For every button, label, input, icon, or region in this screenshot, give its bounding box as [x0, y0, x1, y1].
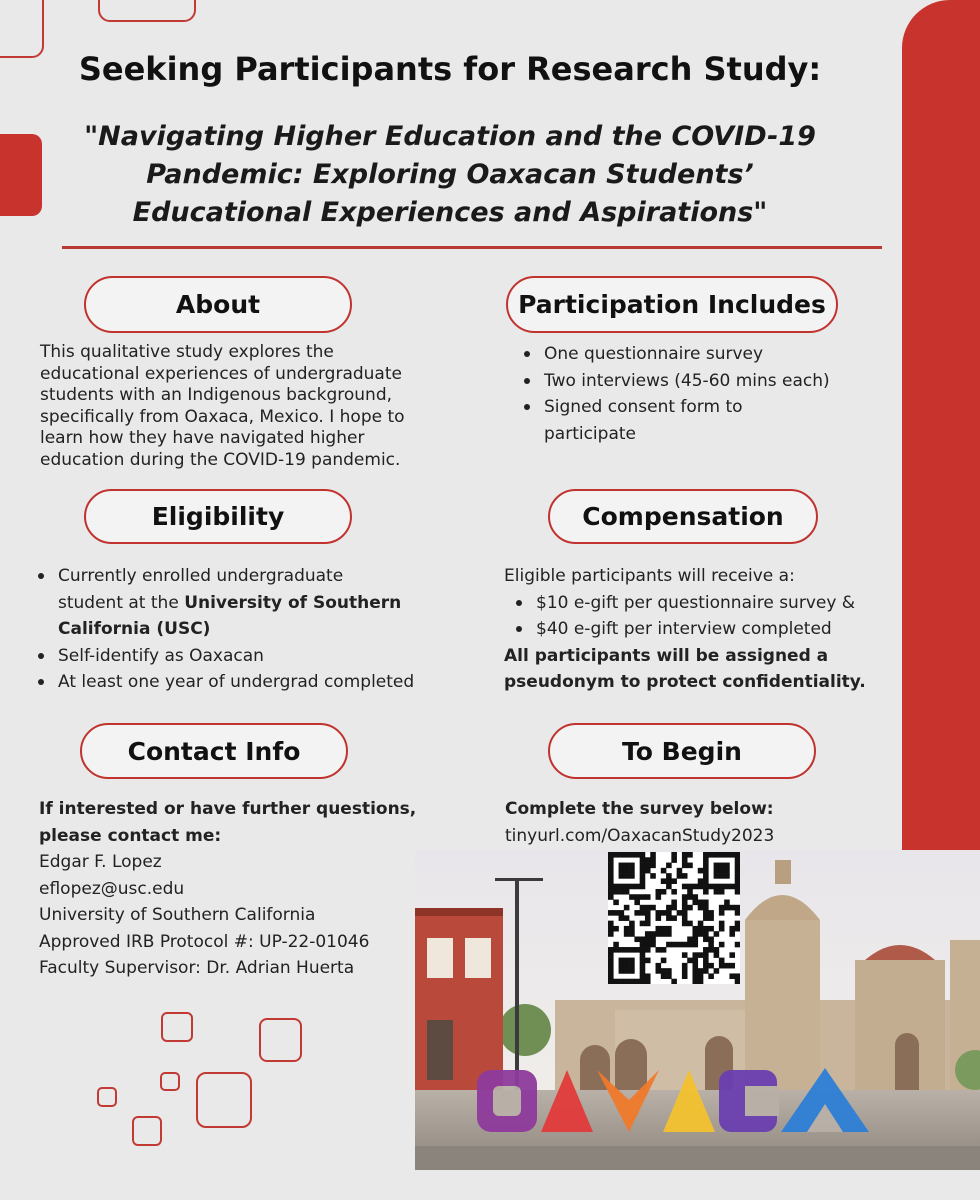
- contact-university: University of Southern California: [39, 905, 316, 925]
- contact-irb: Approved IRB Protocol #: UP-22-01046: [39, 931, 370, 952]
- survey-link[interactable]: tinyurl.com/OaxacanStudy2023: [505, 825, 775, 846]
- compensation-text: [504, 563, 904, 696]
- page-title: Seeking Participants for Research Study:: [78, 50, 822, 88]
- participation-heading: Participation Includes: [506, 276, 838, 333]
- list-item: At least one year of undergrad completed: [32, 669, 462, 696]
- decorative-block: [902, 0, 980, 932]
- list-item: Signed consent form to: [518, 394, 898, 421]
- contact-name: Edgar F. Lopez: [39, 852, 162, 872]
- about-line: education during the COVID-19 pandemic.: [40, 449, 401, 470]
- list-item: Two interviews (45-60 mins each): [518, 368, 898, 395]
- compensation-intro: Eligible participants will receive a:: [504, 566, 795, 586]
- divider: [62, 246, 882, 249]
- list-item-line: [58, 616, 462, 643]
- list-item-text: student at the: [58, 592, 185, 613]
- about-line: students with an Indigenous background,: [40, 385, 393, 405]
- eligibility-list: [32, 563, 462, 696]
- list-item: [32, 563, 462, 643]
- list-item: $40 e-gift per interview completed: [510, 616, 904, 643]
- begin-heading: To Begin: [548, 723, 816, 779]
- decorative-square: [196, 1072, 252, 1128]
- about-line: educational experiences of undergraduate: [40, 363, 402, 384]
- contact-supervisor: Faculty Supervisor: Dr. Adrian Huerta: [39, 958, 355, 978]
- list-item: $10 e-gift per questionnaire survey &: [510, 590, 904, 617]
- compensation-heading: Compensation: [548, 489, 818, 544]
- contact-text: [39, 796, 419, 982]
- study-title-line: Educational Experiences and Aspirations": [132, 197, 768, 228]
- list-item-line: [58, 590, 462, 617]
- decorative-square: [98, 0, 196, 22]
- university-name: California (USC): [58, 619, 211, 639]
- decorative-square: [97, 1087, 117, 1107]
- about-text: [40, 342, 460, 471]
- qr-code[interactable]: [608, 852, 740, 984]
- decorative-square: [132, 1116, 162, 1146]
- contact-intro-line: please contact me:: [39, 825, 222, 846]
- confidentiality-note: [504, 643, 904, 696]
- about-line: learn how they have navigated higher: [40, 428, 365, 448]
- university-name: University of Southern: [184, 592, 402, 613]
- about-line: This qualitative study explores the: [40, 342, 334, 362]
- list-item: Self-identify as Oaxacan: [32, 643, 462, 670]
- begin-intro: Complete the survey below:: [505, 799, 774, 819]
- contact-email[interactable]: eflopez@usc.edu: [39, 878, 185, 899]
- contact-heading: Contact Info: [80, 723, 348, 779]
- eligibility-heading: Eligibility: [84, 489, 352, 544]
- about-line: specifically from Oaxaca, Mexico. I hope to: [40, 406, 405, 427]
- list-item-line: Currently enrolled undergraduate: [58, 566, 344, 586]
- decorative-square: [259, 1018, 302, 1062]
- list-item-continuation: participate: [544, 423, 636, 444]
- decorative-square: [161, 1012, 193, 1042]
- decorative-square: [160, 1072, 180, 1091]
- note-line: pseudonym to protect confidentiality.: [504, 672, 866, 692]
- participation-list: [518, 341, 898, 447]
- note-line: All participants will be assigned a: [504, 645, 829, 666]
- study-title-line: "Navigating Higher Education and the COVID-19: [84, 121, 816, 152]
- about-heading: About: [84, 276, 352, 333]
- begin-text: [505, 796, 885, 849]
- study-title-line: Pandemic: Exploring Oaxacan Students’: [146, 159, 754, 190]
- contact-intro-line: If interested or have further questions,: [39, 799, 417, 819]
- study-title: [40, 118, 860, 232]
- decorative-block: [0, 134, 42, 216]
- contact-intro: [39, 796, 419, 849]
- list-item: One questionnaire survey: [518, 341, 898, 368]
